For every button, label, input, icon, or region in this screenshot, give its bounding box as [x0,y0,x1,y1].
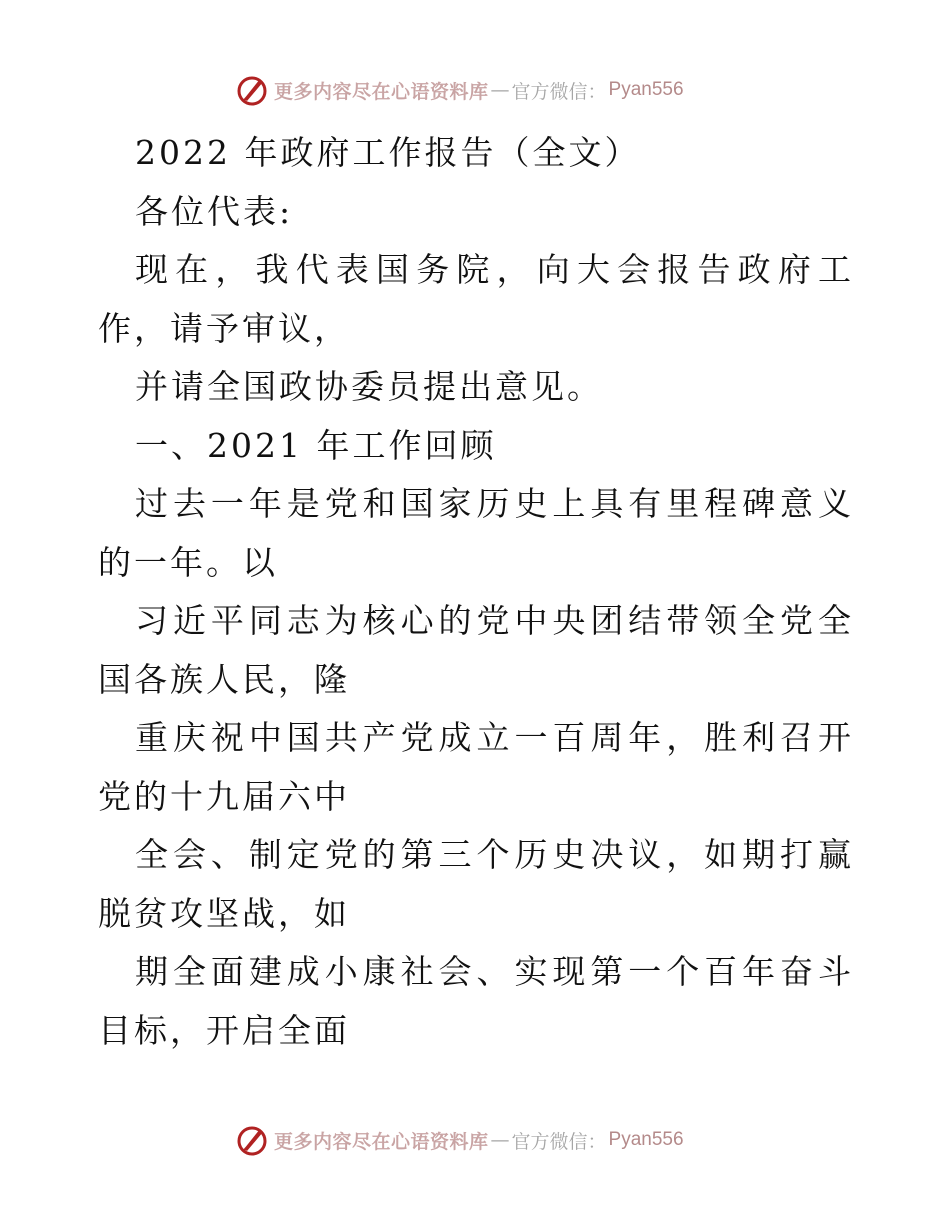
paragraph: 现在，我代表国务院，向大会报告政府工作，请予审议， [98,250,854,348]
paragraph: 重庆祝中国共产党成立一百周年，胜利召开党的十九届六中 [98,718,854,816]
banner-main-text: 更多内容尽在心语资料库 [274,1130,489,1153]
document-title: 2022 年政府工作报告（全文） [135,133,641,172]
paragraph: 全会、制定党的第三个历史决议，如期打赢脱贫攻坚战，如 [98,835,854,933]
banner-main-text: 更多内容尽在心语资料库 [274,80,489,103]
quill-logo-icon [234,1122,270,1158]
banner-wechat-label: 官方微信： [511,80,607,103]
salutation: 各位代表: [135,191,294,231]
banner-dash: — [490,79,510,101]
paragraph: 过去一年是党和国家历史上具有里程碑意义的一年。以 [98,484,854,582]
banner-wechat-id: Pyan556 [608,79,684,100]
paragraph: 并请全国政协委员提出意见。 [135,367,603,406]
banner-wechat-id: Pyan556 [608,1129,684,1150]
quill-logo-icon [234,72,270,108]
paragraph: 习近平同志为核心的党中央团结带领全党全国各族人民，隆 [98,601,854,699]
banner-wechat-label: 官方微信： [511,1130,607,1153]
document-body [98,124,854,1060]
section-heading: 一、2021 年工作回顾 [135,425,497,465]
banner-dash: — [490,1129,510,1151]
header-watermark [234,70,734,110]
paragraph: 期全面建成小康社会、实现第一个百年奋斗目标，开启全面 [98,952,854,1050]
footer-watermark [234,1120,734,1160]
